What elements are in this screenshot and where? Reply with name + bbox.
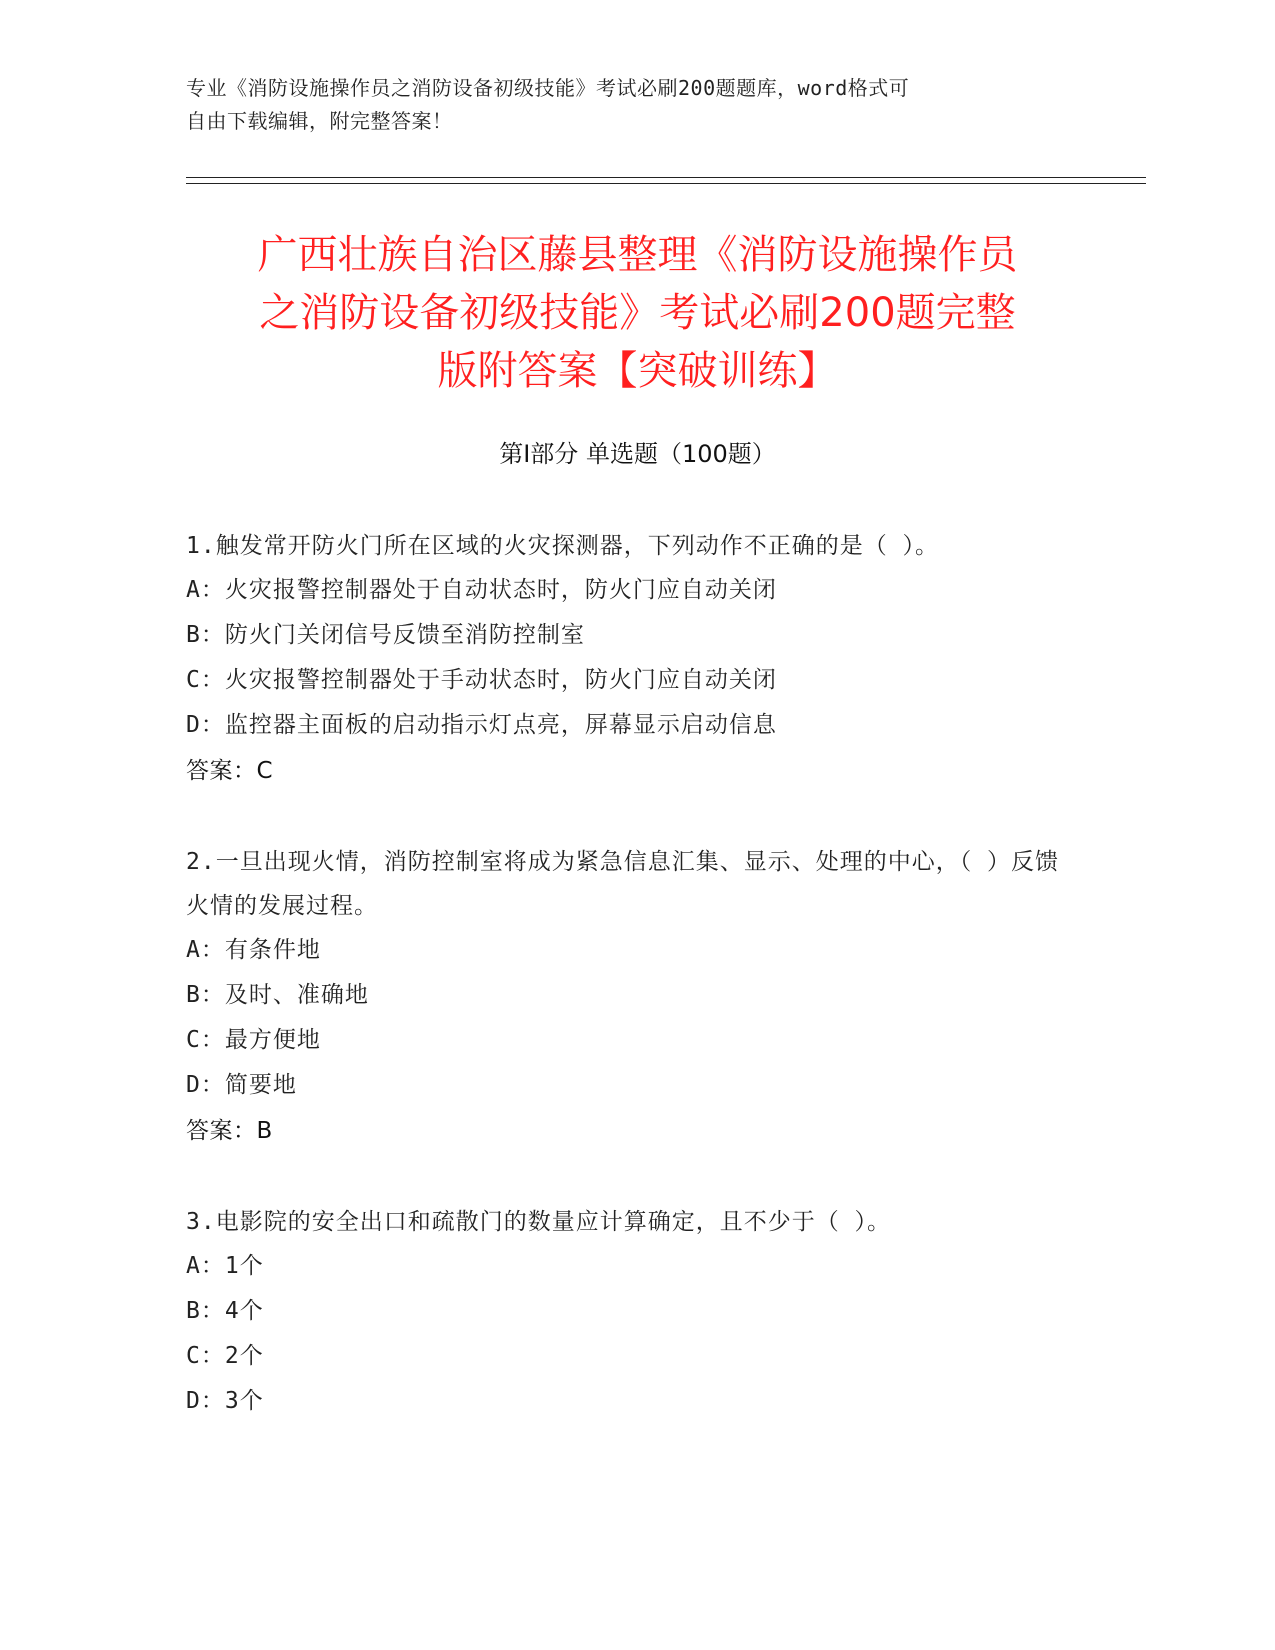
question-3 <box>186 1200 1066 1424</box>
question-option-d: D：3个 <box>186 1388 264 1414</box>
document-title-line-3: 版附答案【突破训练】 <box>437 348 838 394</box>
question-option-a: A：有条件地 <box>186 937 321 963</box>
question-option-b: B：4个 <box>186 1298 264 1324</box>
header-note-line-2: 自由下载编辑，附完整答案！ <box>186 109 453 133</box>
question-list <box>186 524 1066 1470</box>
question-option-c: C：最方便地 <box>186 1027 321 1053</box>
document-title-line-2: 之消防设备初级技能》考试必刷200题完整 <box>259 290 1016 336</box>
question-option-b: B：防火门关闭信号反馈至消防控制室 <box>186 622 585 648</box>
section-title: 第Ⅰ部分 单选题（100题） <box>499 440 776 468</box>
document-title-line-1: 广西壮族自治区藤县整理《消防设施操作员 <box>257 232 1018 278</box>
question-answer: 答案：B <box>186 1118 273 1144</box>
header-note-line-1: 专业《消防设施操作员之消防设备初级技能》考试必刷200题题库，word格式可 <box>186 76 910 100</box>
question-1 <box>186 524 1066 794</box>
question-option-b: B：及时、准确地 <box>186 982 369 1008</box>
header-rule-top <box>186 177 1146 178</box>
header-note <box>186 72 1066 138</box>
question-stem: 1.触发常开防火门所在区域的火灾探测器，下列动作不正确的是（ ）。 <box>186 533 940 559</box>
question-option-c: C：火灾报警控制器处于手动状态时，防火门应自动关闭 <box>186 667 777 693</box>
document-title <box>150 226 1125 400</box>
question-option-a: A：1个 <box>186 1253 264 1279</box>
question-answer: 答案：C <box>186 758 274 784</box>
question-option-d: D：监控器主面板的启动指示灯点亮，屏幕显示启动信息 <box>186 712 777 738</box>
question-2 <box>186 840 1066 1154</box>
header-rule-bottom <box>186 183 1146 184</box>
question-option-a: A：火灾报警控制器处于自动状态时，防火门应自动关闭 <box>186 577 777 603</box>
question-stem: 3.电影院的安全出口和疏散门的数量应计算确定，且不少于（ ）。 <box>186 1209 892 1235</box>
question-option-d: D：简要地 <box>186 1072 297 1098</box>
question-option-c: C：2个 <box>186 1343 264 1369</box>
question-stem: 2.一旦出现火情，消防控制室将成为紧急信息汇集、显示、处理的中心，（ ）反馈火情的发展过程。 <box>186 849 1060 919</box>
